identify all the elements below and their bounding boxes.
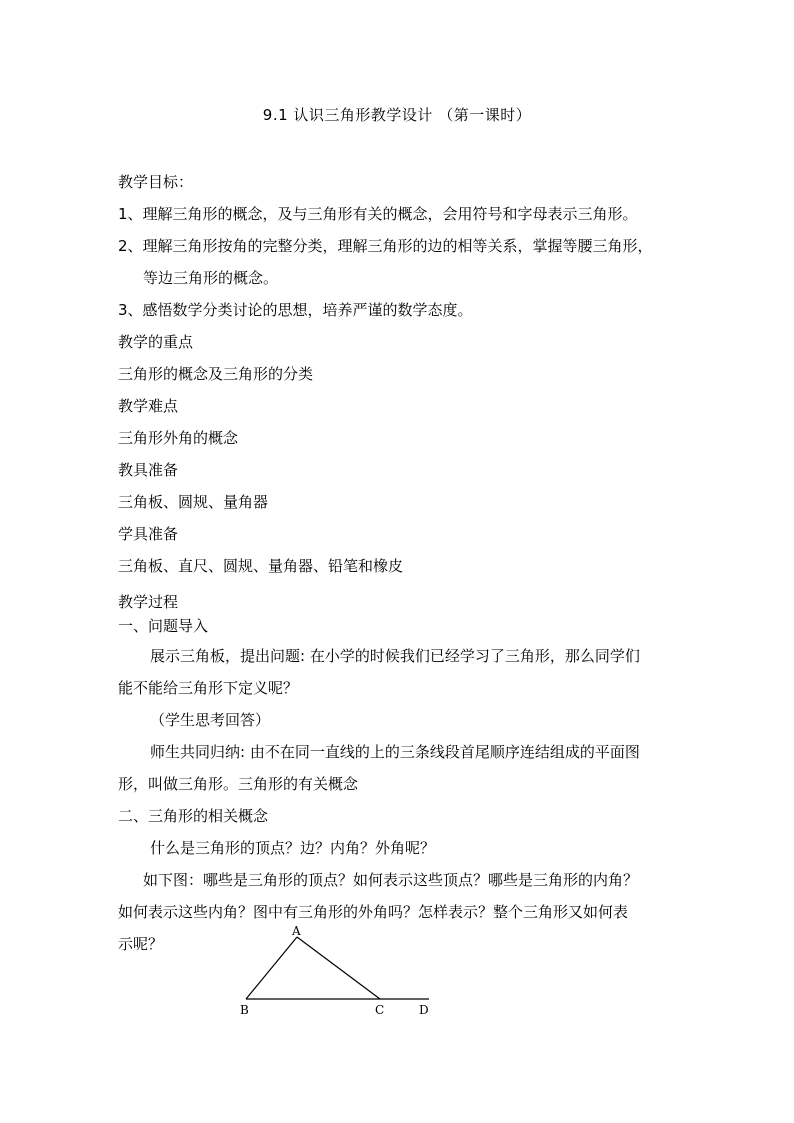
side-ab [246, 937, 297, 999]
section2-heading: 二、三角形的相关概念 [118, 807, 269, 825]
objective-item-2: 2、理解三角形按角的完整分类，理解三角形的边的相等关系，掌握等腰三角形， [118, 237, 653, 255]
objectives-heading: 教学目标： [118, 173, 194, 191]
section2-paragraph2-line1: 如下图：哪些是三角形的顶点？如何表示这些顶点？哪些是三角形的内角？ [143, 871, 639, 889]
difficulty-text: 三角形外角的概念 [118, 429, 239, 447]
section1-paragraph3-line1: 师生共同归纳: 由不在同一直线的上的三条线段首尾顺序连结组成的平面图 [150, 743, 640, 761]
student-tools-text: 三角板、直尺、圆规、量角器、铅笔和橡皮 [118, 557, 404, 575]
page-title: 9.1 认识三角形教学设计 （第一课时） [262, 106, 532, 124]
label-b: B [240, 1003, 249, 1017]
label-d: D [419, 1003, 429, 1017]
student-tools-heading: 学具准备 [118, 525, 179, 543]
section2-paragraph2-line2: 如何表示这些内角？图中有三角形的外角吗？怎样表示？整个三角形又如何表 [118, 903, 629, 921]
section1-paragraph2: （学生思考回答） [150, 711, 271, 729]
section2-paragraph1: 什么是三角形的顶点？边？内角？外角呢？ [150, 839, 436, 857]
label-a: A [292, 924, 301, 938]
key-point-heading: 教学的重点 [118, 333, 194, 351]
teacher-tools-heading: 教具准备 [118, 461, 179, 479]
section1-paragraph1-line2: 能不能给三角形下定义呢？ [118, 679, 299, 697]
key-point-text: 三角形的概念及三角形的分类 [118, 365, 314, 383]
section1-paragraph1-line1: 展示三角板，提出问题: 在小学的时候我们已经学习了三角形，那么同学们 [150, 647, 640, 665]
section1-paragraph3-line2: 形，叫做三角形。三角形的有关概念 [118, 775, 359, 793]
section1-heading: 一、问题导入 [118, 617, 209, 635]
side-ac [297, 937, 380, 999]
section2-paragraph2-line3: 示呢？ [118, 935, 164, 953]
process-heading: 教学过程 [118, 593, 179, 611]
objective-item-2-continued: 等边三角形的概念。 [143, 269, 279, 287]
objective-item-1: 1、理解三角形的概念，及与三角形有关的概念，会用符号和字母表示三角形。 [118, 205, 638, 223]
difficulty-heading: 教学难点 [118, 397, 179, 415]
triangle-figure [232, 922, 442, 1022]
teacher-tools-text: 三角板、圆规、量角器 [118, 493, 269, 511]
objective-item-3: 3、感悟数学分类讨论的思想，培养严谨的数学态度。 [118, 301, 473, 319]
label-c: C [375, 1003, 385, 1017]
